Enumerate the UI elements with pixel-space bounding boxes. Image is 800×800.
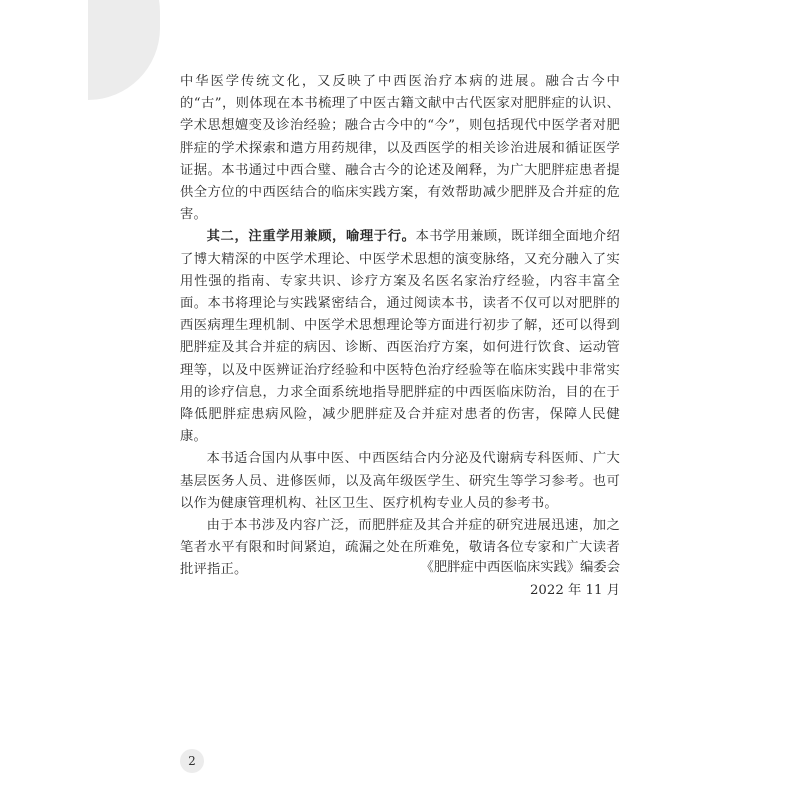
paragraph-2-body: 本书学用兼顾，既详细全面地介绍了博大精深的中医学术理论、中医学术思想的演变脉络，又充分融入了实用性强的指南、专家共识、诊疗方案及名医名家治疗经验，内容丰富全面。本书将理论与实践紧密结合，通过阅读本书，读者不仅可以对肥胖的西医病理生理机制、中医学术思想理论等方面进行初步了解，还可以得到肥胖症及其合并症的病因、诊断、西医治疗方案，如何进行饮食、运动管理等，以及中医辨证治疗经验和中医特色治疗经验等在临床实践中非常实用的诊疗信息，力求全面系统地指导肥胖症的中西医临床防治，目的在于降低肥胖症患病风险，减少肥胖症及合并症对患者的伤害，保障人民健康。 [180, 229, 621, 445]
signature-date: 2022 年 11 月 [529, 583, 620, 598]
paragraph-1: 中华医学传统文化，又反映了中西医治疗本病的进展。融合古今中的“古”，则体现在本书梳理了中医古籍文献中古代医家对肥胖症的认识、学术思想嬗变及诊治经验；融合古今中的“今”，则包括现代中医学者对肥胖症的学术探索和遣方用药规律，以及西医学的相关诊治进展和循证医学证据。本书通过中西合璧、融合古今的论述及阐释，为广大肥胖症患者提供全方位的中西医结合的临床实践方案，有效帮助减少肥胖及合并症的危害。 [180, 74, 620, 223]
paragraph-2 [180, 226, 620, 448]
paragraph-3: 本书适合国内从事中医、中西医结合内分泌及代谢病专科医师、广大基层医务人员、进修医师，以及高年级医学生、研究生等学习参考。也可以作为健康管理机构、社区卫生、医疗机构专业人员的参考书。 [180, 451, 620, 511]
paragraph-4: 由于本书涉及内容广泛，而肥胖症及其合并症的研究进展迅速，加之笔者水平有限和时间紧迫，疏漏之处在所难免，敬请各位专家和广大读者批评指正。 [180, 518, 620, 578]
signature-committee: 《肥胖症中西医临床实践》编委会 [420, 560, 620, 575]
preface-body [180, 71, 620, 582]
page-number: 2 [180, 749, 204, 773]
corner-decoration [88, 0, 160, 100]
paragraph-2-heading: 其二，注重学用兼顾，喻理于行。 [206, 229, 416, 245]
